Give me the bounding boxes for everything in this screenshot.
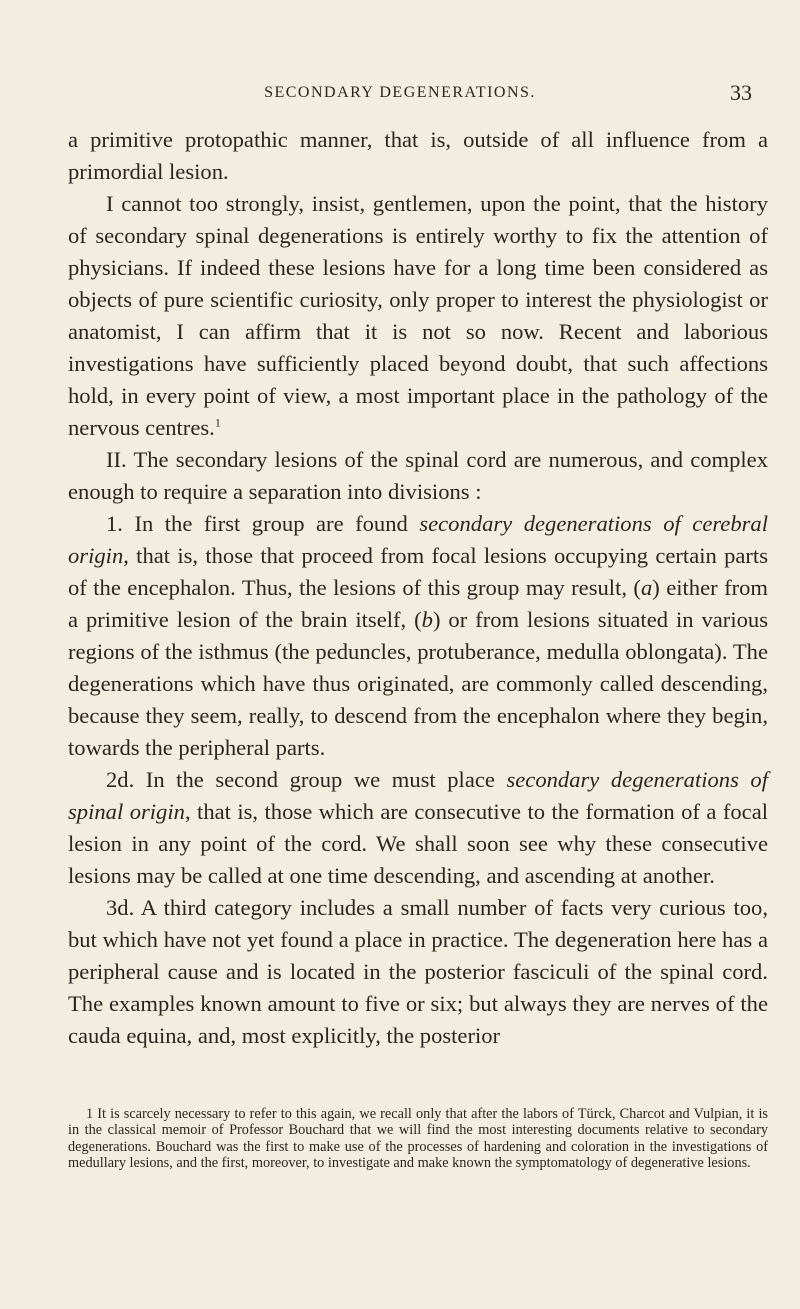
paragraph-5-emphasis: secondary degenerations of spinal origin xyxy=(68,767,769,824)
paragraph-5-text: , that is, those which are consecutive to the formation of a focal lesion in any point of the cord. We shall soon see why these consecutive lesions may be called at one time descending, and ascending at another. xyxy=(68,799,768,888)
paragraph-4-letter-b: b xyxy=(421,607,433,632)
paragraph-1 xyxy=(68,124,768,188)
paragraph-2 xyxy=(68,188,768,444)
paragraph-6 xyxy=(68,892,768,1052)
paragraph-4-text: ) either from a primitive lesion of the brain itself, ( xyxy=(68,575,768,632)
page-number: 33 xyxy=(730,80,752,105)
footnotes xyxy=(68,1106,768,1172)
paragraph-4-letter-a: a xyxy=(640,575,653,600)
paragraph-5 xyxy=(68,764,768,892)
paragraph-4-text: ) or from lesions situated in various regions of the isthmus (the peduncles, protuberance, medulla oblongata). The degenerations which have thus originated, are commonly called descending, because they seem, really, to descend from the encephalon where they begin, towards the peripheral parts. xyxy=(68,607,768,760)
footnote-ref[interactable]: 1 xyxy=(214,415,221,430)
paragraph-4-text: , that is, those that proceed from focal lesions occupying certain parts of the encephalon. Thus, the lesions of this group may result, ( xyxy=(68,543,768,600)
paragraph-3-text: II. The secondary lesions of the spinal cord are numerous, and complex enough to require a separation into divisions : xyxy=(68,447,768,504)
running-head: SECONDARY DEGENERATIONS. xyxy=(264,84,536,101)
paragraph-4 xyxy=(68,508,768,764)
paragraph-6-text: 3d. A third category includes a small number of facts very curious too, but which have not yet found a place in practice. The degeneration here has a peripheral cause and is located in the posterior fasciculi of the spinal cord. The examples known amount to five or six; but always they are nerves of the cauda equina, and, most explicitly, the posterior xyxy=(68,895,768,1048)
paragraph-3 xyxy=(68,444,768,508)
body-text xyxy=(68,124,768,1052)
paragraph-1-text: a primitive protopathic manner, that is, outside of all influence from a primordial lesion. xyxy=(68,127,768,184)
paragraph-4-emphasis: secondary degenerations of cerebral origin xyxy=(68,511,768,568)
paragraph-2-text: I cannot too strongly, insist, gentlemen, upon the point, that the history of secondary spinal degenerations is entirely worthy to fix the attention of physicians. If indeed these lesions have for a long time been considered as objects of pure scientific curiosity, only proper to interest the physiologist or anatomist, I can affirm that it is not so now. Recent and laborious investigations have sufficiently placed beyond doubt, that such affections hold, in every point of view, a most important place in the pathology of the nervous centres. xyxy=(68,191,768,440)
paragraph-4-text: 1. In the first group are found xyxy=(106,511,420,536)
footnote-1: 1 It is scarcely necessary to refer to this again, we recall only that after the labors of Türck, Charcot and Vulpian, it is in the classical memoir of Professor Bouchard that we will find the most interesting documents relative to secondary degenerations. Bouchard was the first to make use of the processes of hardening and coloration in the investigations of medullary lesions, and the first, moreover, to investigate and make known the symptomatology of degenerative lesions. xyxy=(68,1106,768,1172)
paragraph-5-text: 2d. In the second group we must place xyxy=(106,767,507,792)
